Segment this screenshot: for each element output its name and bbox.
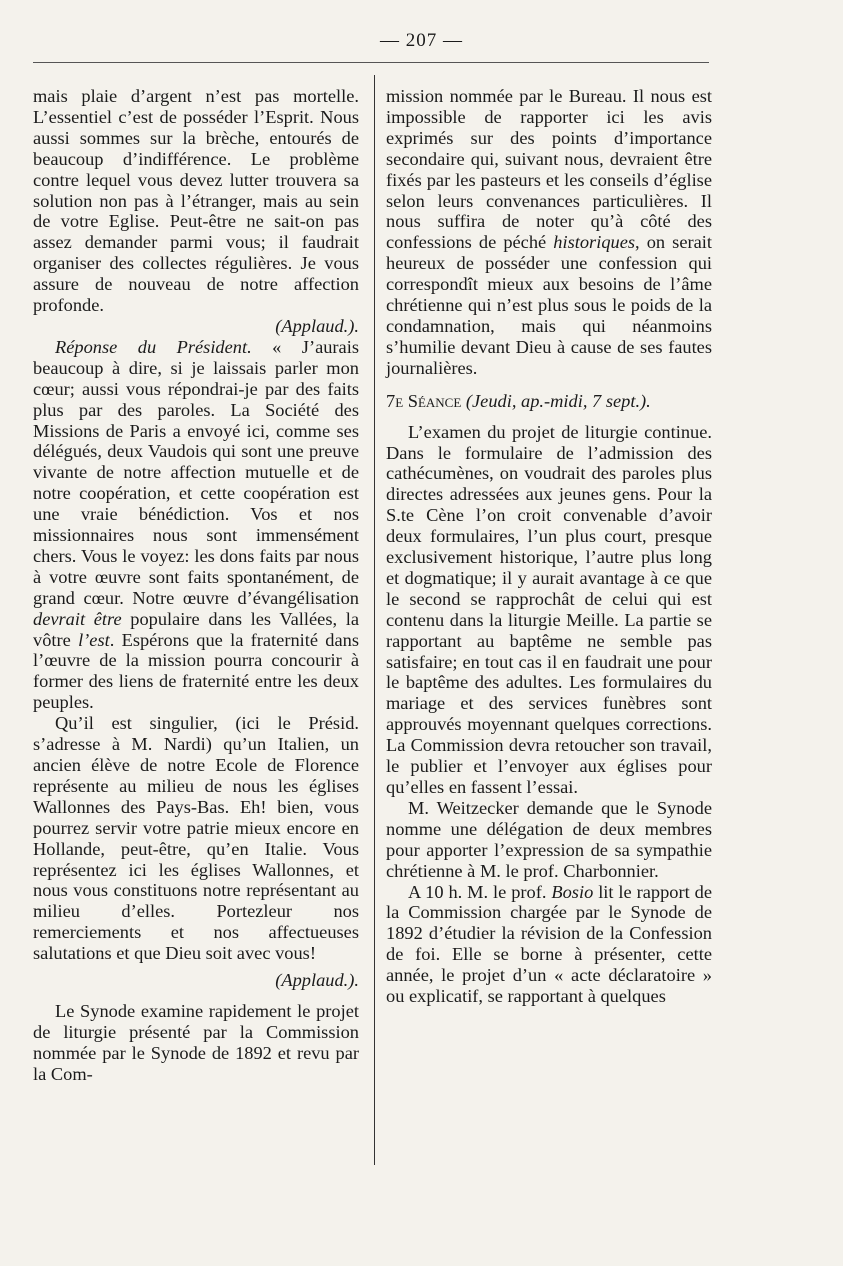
paragraph: mais plaie d’argent n’est pas mortelle. L’essentiel c’est de posséder l’Esprit. Nous aussi sommes sur la brèche, entourés de beaucoup d’indifférence. Le problème contre lequel vous devez lutter trouvera sa solution non pas à l’étranger, mais au sein de votre Eglise. Peut-être ne sait-on pas assez demander parmi vous; il faudrait organiser des collectes régulières. Je vous assure de nouveau de notre affection profonde. bbox=[33, 86, 359, 316]
paragraph: Qu’il est singulier, (ici le Présid. s’adresse à M. Nardi) qu’un Italien, un ancien élève de notre Ecole de Florence représente au milieu de nous les églises Wallonnes des Pays-Bas. Eh! bien, vous pourrez servir votre patrie mieux encore en Hollande, peut-être, qu’en Italie. Vous représentez ici les églises Wallonnes, et nous vous constituons notre représentant au milieu d’elles. Portezleur nos remerciements et nos affectueuses salutations et que Dieu soit avec vous! bbox=[33, 713, 359, 964]
paragraph: Réponse du Président. « J’aurais beaucoup à dire, si je laissais parler mon cœur; aussi vous répondrai-je par des faits plus par des paroles. La Société des Missions de Paris a envoyé ici, comme ses délégués, deux Vaudois qui sont une preuve vivante de notre affection mutuelle et de notre coopération, et cette coopération est une vraie bénédiction. Vos et nos missionnaires nous sont immensément chers. Vous le voyez: les dons faits par nous à votre œuvre sont faits spontanément, de grand cœur. Notre œuvre d’évangélisation devrait être populaire dans les Vallées, la vôtre l’est. Espérons que la fraternité dans l’œuvre de la mission pourra concourir à former des liens de fraternité entre les deux peuples. bbox=[33, 336, 359, 713]
column-divider bbox=[374, 75, 375, 1165]
left-column bbox=[33, 86, 359, 1085]
paragraph: M. Weitzecker demande que le Synode nomme une délégation de deux membres pour apporter l’expression de sa sympathie chrétienne à M. le prof. Charbonnier. bbox=[386, 797, 712, 881]
paragraph: L’examen du projet de liturgie continue. Dans le formulaire de l’admission des cathécumènes, on voudrait des paroles plus directes adressées aux jeunes gens. Pour la S.te Cène l’on croit convenable d’avoir deux formulaires, l’un plus court, presque exclusivement historique, l’autre plus long et dogmatique; il y aurait avantage à ce que le second se rapprochât de celui qui est contenu dans la liturgie Meille. La partie se rapportant au baptême ne semble pas satisfaire; en tout cas il en faudrait une pour le baptême des adultes. Les formulaires du mariage et des services funèbres sont approuvés moyennant quelques corrections. La Commission devra retoucher son travail, le publier et l’envoyer aux églises pour qu’elles en fassent l’essai. bbox=[386, 421, 712, 797]
header-rule bbox=[33, 62, 709, 63]
paragraph: Le Synode examine rapidement le projet de liturgie présenté par la Commission nommée par le Synode de 1892 et revu par la Com- bbox=[33, 1000, 359, 1084]
applause-note: (Applaud.). bbox=[275, 970, 359, 991]
page-number: — 207 — bbox=[380, 30, 463, 51]
applause-note: (Applaud.). bbox=[275, 315, 359, 336]
section-heading: 7e Séance (Jeudi, ap.-midi, 7 sept.). bbox=[386, 390, 651, 411]
paragraph: mission nommée par le Bureau. Il nous est impossible de rapporter ici les avis exprimés sur des points d’importance secondaire qui, suivant nous, devraient être fixés par les pasteurs et les conseils d’église selon leurs convenances particulières. Il nous suffira de noter qu’à côté des confessions de péché historiques, on serait heureux de posséder une confession qui correspondît mieux aux besoins de l’âme chrétienne qui n’est plus sous le poids de la condamnation, mais qui néanmoins s’humilie devant Dieu à cause de ses fautes journalières. bbox=[386, 86, 712, 378]
paragraph: A 10 h. M. le prof. Bosio lit le rapport de la Commission chargée par le Synode de 1892 d’étudier la révision de la Confession de foi. Elle se borne à présenter, cette année, le projet d’un « acte déclaratoire » ou explicatif, se rapportant à quelques bbox=[386, 881, 712, 1007]
right-column bbox=[386, 86, 712, 1007]
